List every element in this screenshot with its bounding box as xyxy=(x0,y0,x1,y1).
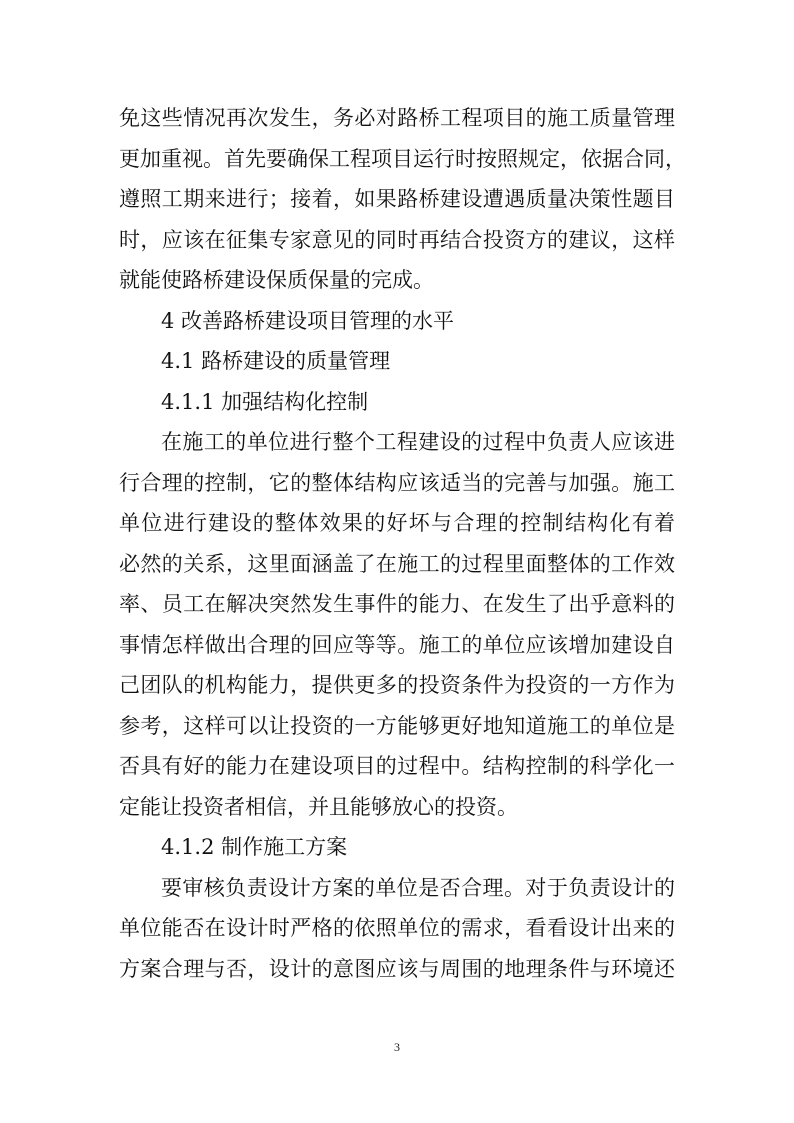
text-line: 时，应该在征集专家意见的同时再结合投资方的建议，这样 xyxy=(119,227,675,252)
text-line: 定能让投资者相信，并且能够放心的投资。 xyxy=(119,794,518,819)
text-line: 率、员工在解决突然发生事件的能力、在发生了出乎意料的 xyxy=(119,592,675,616)
text-line: 己团队的机构能力，提供更多的投资条件为投资的一方作为 xyxy=(119,673,675,697)
text-line: 免这些情况再次发生，务必对路桥工程项目的施工质量管理 xyxy=(119,106,675,130)
subsubsection-heading: 4.1.2 制作施工方案 xyxy=(161,835,348,859)
text-line: 要审核负责设计方案的单位是否合理。对于负责设计的 xyxy=(161,875,675,900)
text-line: 就能使路桥建设保质保量的完成。 xyxy=(119,268,434,292)
text-line: 否具有好的能力在建设项目的过程中。结构控制的科学化一 xyxy=(119,754,675,778)
text-line: 行合理的控制，它的整体结构应该适当的完善与加强。施工 xyxy=(119,470,675,495)
body-text xyxy=(119,98,686,989)
text-line: 事情怎样做出合理的回应等等。施工的单位应该增加建设自 xyxy=(119,632,675,657)
subsection-heading: 4.1 路桥建设的质量管理 xyxy=(161,349,391,373)
text-line: 单位能否在设计时严格的依照单位的需求，看看设计出来的 xyxy=(119,916,675,940)
text-line: 在施工的单位进行整个工程建设的过程中负责人应该进 xyxy=(161,430,675,454)
text-line: 必然的关系，这里面涵盖了在施工的过程里面整体的工作效 xyxy=(119,551,675,576)
text-line: 方案合理与否，设计的意图应该与周围的地理条件与环境还 xyxy=(119,956,675,981)
text-line: 单位进行建设的整体效果的好坏与合理的控制结构化有着 xyxy=(119,511,675,535)
page-number: 3 xyxy=(394,1040,400,1054)
text-line: 更加重视。首先要确保工程项目运行时按照规定，依据合同， xyxy=(119,146,686,171)
subsubsection-heading: 4.1.1 加强结构化控制 xyxy=(161,389,369,414)
text-line: 参考，这样可以让投资的一方能够更好地知道施工的单位是 xyxy=(119,713,675,738)
text-line: 遵照工期来进行；接着，如果路桥建设遭遇质量决策性题目 xyxy=(119,187,675,211)
section-heading: 4 改善路桥建设项目管理的水平 xyxy=(161,308,455,333)
